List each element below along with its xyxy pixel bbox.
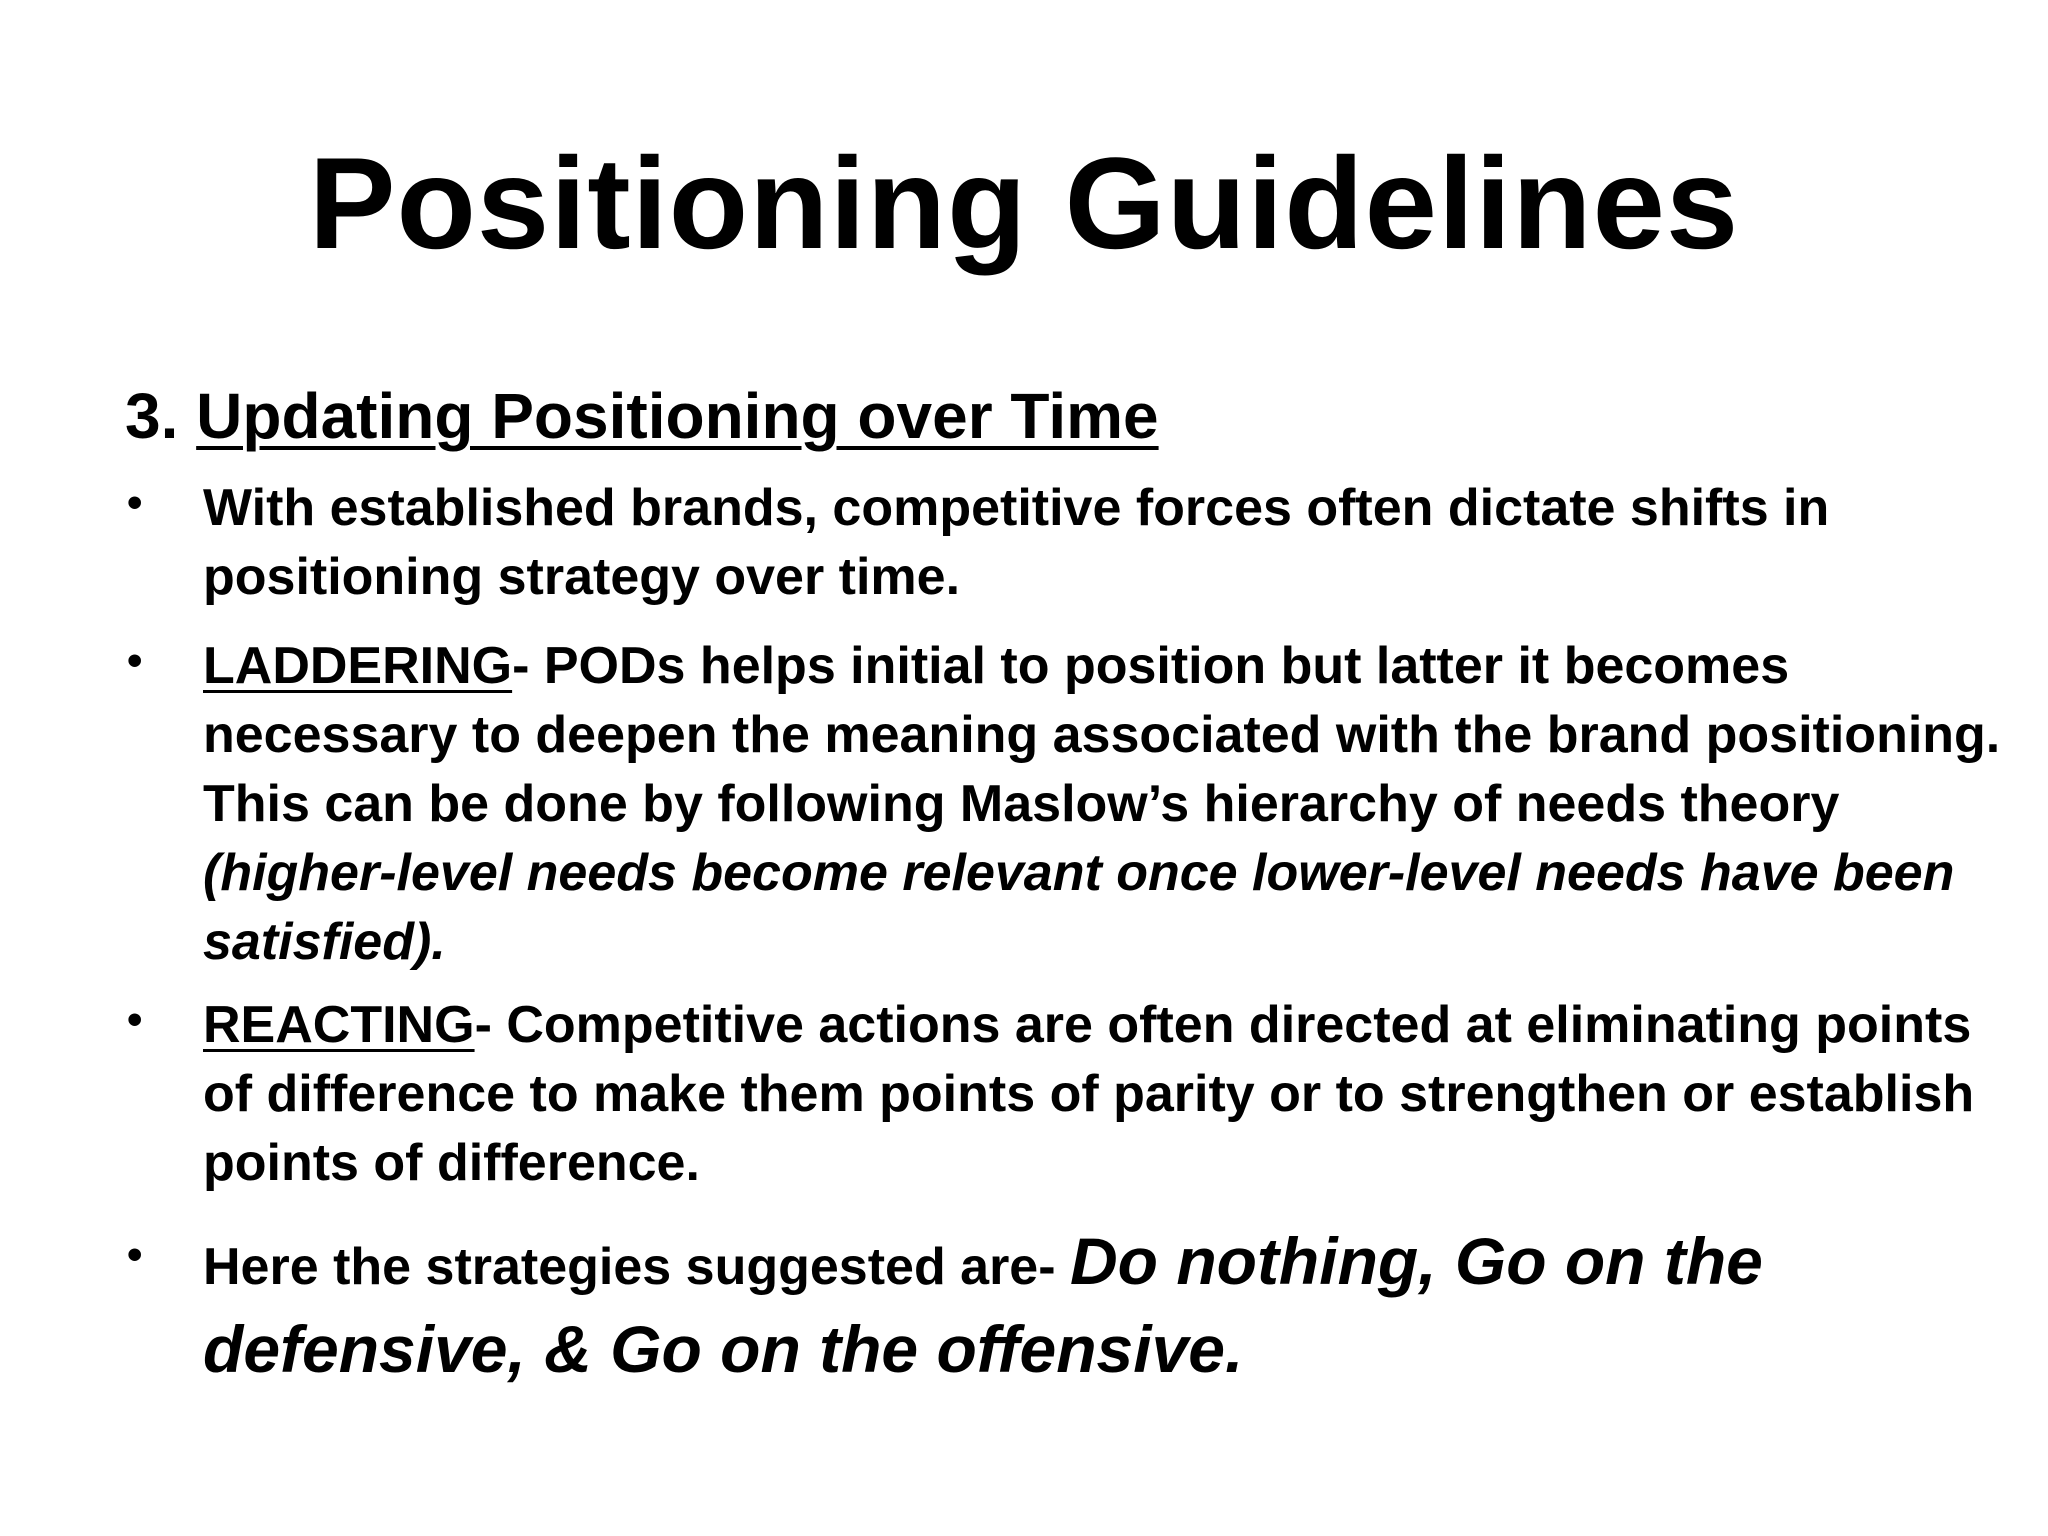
section-heading-text: Updating Positioning over Time: [196, 380, 1159, 452]
bullet-item: [125, 632, 2005, 977]
section-number: 3.: [125, 380, 179, 452]
bullet-strategies: Do nothing, Go on the defensive, & Go on the offensive.: [203, 1224, 1763, 1386]
bullet-list: [125, 474, 2005, 1396]
slide-title: Positioning Guidelines: [308, 130, 1740, 276]
bullet-text: With established brands, competitive forces often dictate shifts in positioning strategy over time.: [203, 479, 1830, 606]
bullet-marker: •: [127, 636, 143, 685]
bullet-text: Here the strategies suggested are-: [203, 1238, 1070, 1296]
bullet-item: [125, 474, 2005, 612]
section-heading: [125, 378, 1159, 454]
bullet-marker: •: [127, 478, 143, 527]
bullet-term-laddering: LADDERING: [203, 637, 513, 695]
bullet-term-reacting: REACTING: [203, 996, 475, 1054]
bullet-marker: •: [127, 1230, 143, 1279]
bullet-text: - Competitive actions are often directed at eliminating points of difference to make them points of parity or to strengthen or establish points of difference.: [203, 996, 1975, 1192]
bullet-italic-note: (higher-level needs become relevant once lower-level needs have been satisfied).: [203, 844, 1955, 971]
bullet-item: [125, 1220, 2005, 1396]
bullet-item: [125, 991, 2005, 1198]
bullet-marker: •: [127, 995, 143, 1044]
bullet-text: - PODs helps initial to position but latter it becomes necessary to deepen the meaning associated with the brand positioning. This can be done by following Maslow’s hierarchy of needs theory: [203, 637, 2001, 833]
